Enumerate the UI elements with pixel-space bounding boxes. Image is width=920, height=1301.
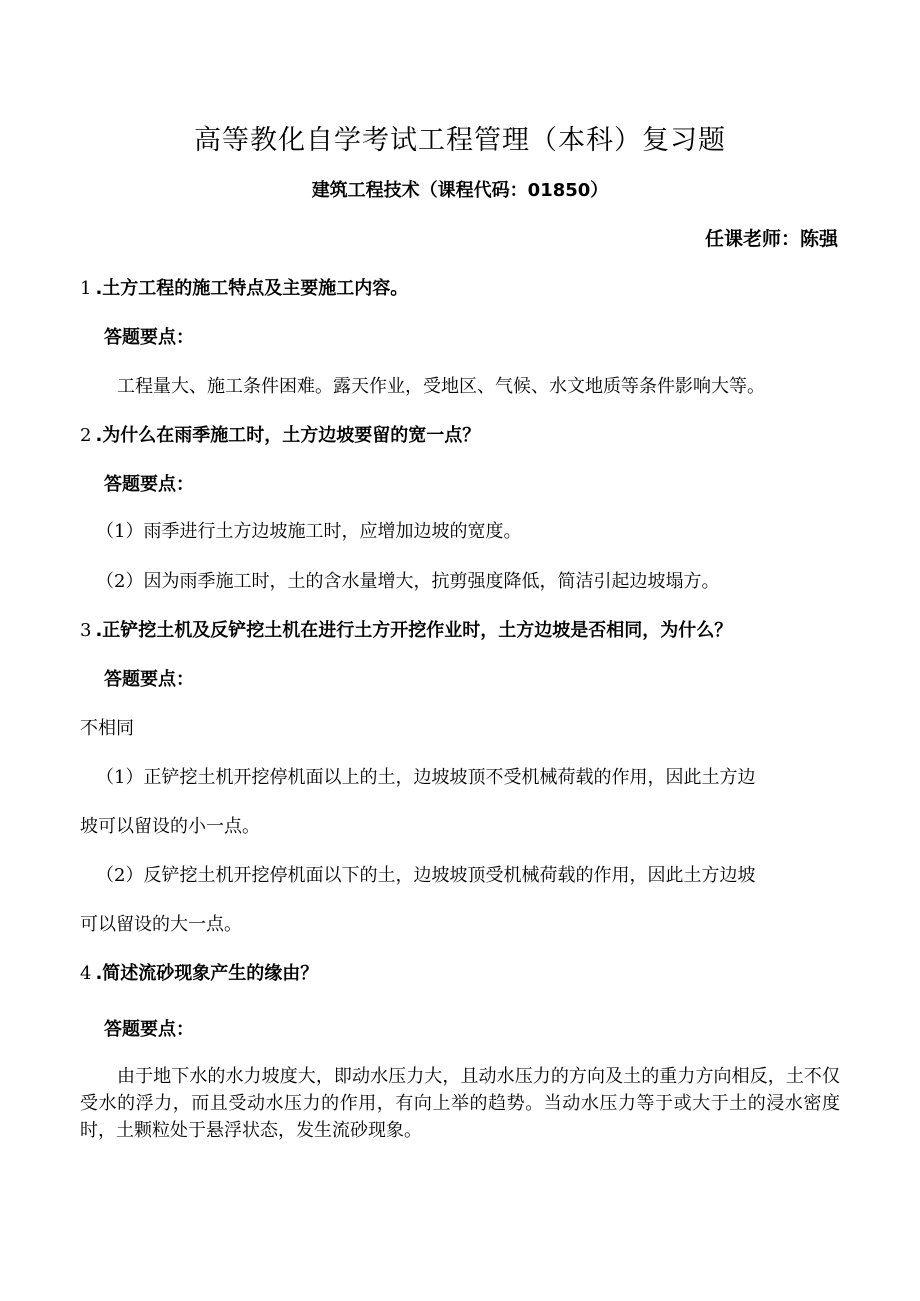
- answer-line: 坡可以留设的小一点。: [80, 816, 260, 837]
- page-title: 高等教化自学考试工程管理（本科）复习题: [194, 125, 726, 156]
- answer-label: 答题要点：: [104, 327, 194, 348]
- question-number: 1: [80, 278, 92, 299]
- answer-line: 可以留设的大一点。: [80, 914, 242, 935]
- answer-paragraph: 由于地下水的水力坡度大，即动水压力大，且动水压力的方向及土的重力方向相反，土不仅受水的浮力，而且受动水压力的作用，有向上举的趋势。当动水压力等于或大于土的浸水密度时，土颗粒处于悬浮状态，发生流砂现象。: [80, 1066, 840, 1141]
- answer-line: （2）因为雨季施工时，土的含水量增大，抗剪强度降低，简洁引起边坡塌方。: [96, 571, 720, 592]
- question-number: 3: [80, 620, 92, 641]
- question-number: 2: [80, 425, 92, 446]
- answer-line: （1）正铲挖土机开挖停机面以上的土，边坡坡顶不受机械荷载的作用，因此土方边: [96, 767, 756, 788]
- teacher-name: 任课老师：陈强: [704, 228, 838, 250]
- answer-label: 答题要点：: [104, 1019, 194, 1040]
- answer-line: 工程量大、施工条件困难。露天作业，受地区、气候、水文地质等条件影响大等。: [117, 376, 765, 397]
- answer-line: （2）反铲挖土机开挖停机面以下的土，边坡坡顶受机械荷载的作用，因此土方边坡: [96, 865, 756, 886]
- question-4: [80, 959, 318, 985]
- course-subtitle: 建筑工程技术（课程代码：01850）: [311, 180, 609, 201]
- question-1: [80, 274, 408, 300]
- question-2: [80, 421, 480, 447]
- question-text: .为什么在雨季施工时，土方边坡要留的宽一点？: [95, 425, 481, 446]
- answer-line: （1）雨季进行土方边坡施工时，应增加边坡的宽度。: [96, 521, 522, 542]
- question-number: 4: [80, 963, 92, 984]
- answer-label: 答题要点：: [104, 669, 194, 690]
- question-text: .土方工程的施工特点及主要施工内容。: [95, 278, 409, 299]
- answer-line: 不相同: [80, 718, 134, 739]
- question-3: [80, 616, 732, 642]
- question-text: .简述流砂现象产生的缘由？: [95, 963, 319, 984]
- question-text: .正铲挖土机及反铲挖土机在进行土方开挖作业时，土方边坡是否相同，为什么？: [95, 620, 733, 641]
- answer-label: 答题要点：: [104, 474, 194, 495]
